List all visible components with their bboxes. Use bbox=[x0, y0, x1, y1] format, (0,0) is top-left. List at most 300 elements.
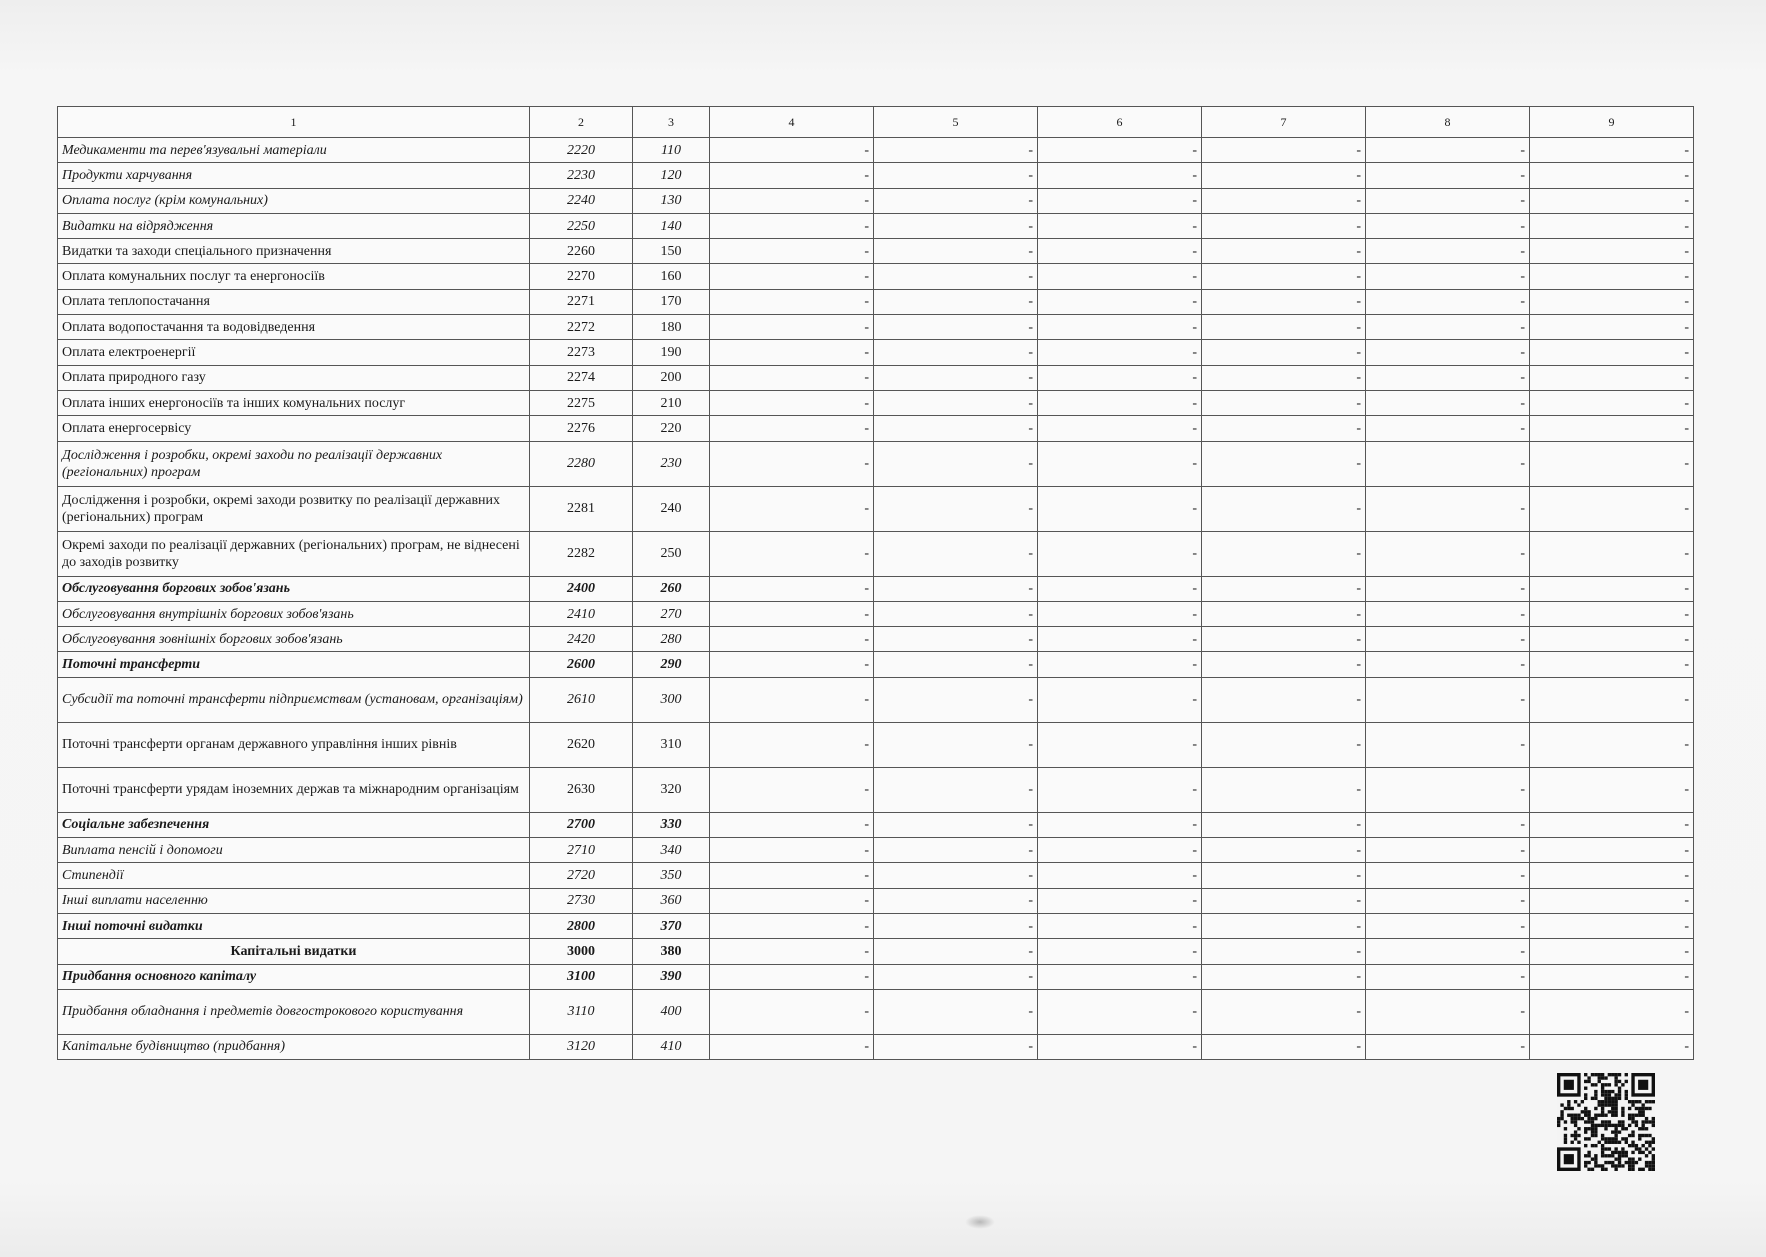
row-value-col-5: - bbox=[874, 1034, 1038, 1059]
table-row bbox=[58, 722, 1694, 767]
row-value-col-8: - bbox=[1366, 767, 1530, 812]
row-value-col-8: - bbox=[1366, 576, 1530, 601]
row-line-number: 310 bbox=[633, 722, 710, 767]
row-code: 2700 bbox=[530, 812, 633, 837]
row-value-col-9: - bbox=[1530, 289, 1694, 314]
row-value-col-7: - bbox=[1202, 486, 1366, 531]
row-value-col-7: - bbox=[1202, 441, 1366, 486]
row-value-col-4: - bbox=[710, 264, 874, 289]
qr-code-icon bbox=[1557, 1073, 1655, 1171]
table-row bbox=[58, 138, 1694, 163]
row-value-col-5: - bbox=[874, 289, 1038, 314]
row-value-col-9: - bbox=[1530, 138, 1694, 163]
row-value-col-7: - bbox=[1202, 838, 1366, 863]
row-name: Капітальні видатки bbox=[58, 939, 530, 964]
row-value-col-4: - bbox=[710, 627, 874, 652]
row-value-col-6: - bbox=[1038, 812, 1202, 837]
row-value-col-4: - bbox=[710, 1034, 874, 1059]
row-value-col-5: - bbox=[874, 838, 1038, 863]
row-value-col-5: - bbox=[874, 627, 1038, 652]
row-line-number: 220 bbox=[633, 416, 710, 441]
row-value-col-8: - bbox=[1366, 989, 1530, 1034]
row-line-number: 110 bbox=[633, 138, 710, 163]
row-value-col-7: - bbox=[1202, 913, 1366, 938]
row-name: Оплата водопостачання та водовідведення bbox=[58, 315, 530, 340]
row-value-col-4: - bbox=[710, 213, 874, 238]
row-value-col-8: - bbox=[1366, 722, 1530, 767]
row-name: Видатки та заходи спеціального призначення bbox=[58, 239, 530, 264]
row-code: 2276 bbox=[530, 416, 633, 441]
table-row bbox=[58, 576, 1694, 601]
row-value-col-7: - bbox=[1202, 722, 1366, 767]
row-value-col-9: - bbox=[1530, 677, 1694, 722]
row-value-col-8: - bbox=[1366, 315, 1530, 340]
row-code: 2273 bbox=[530, 340, 633, 365]
column-header-6: 6 bbox=[1038, 107, 1202, 138]
row-value-col-7: - bbox=[1202, 627, 1366, 652]
row-value-col-5: - bbox=[874, 416, 1038, 441]
row-name: Обслуговування внутрішніх боргових зобов'язань bbox=[58, 601, 530, 626]
table-row bbox=[58, 838, 1694, 863]
row-value-col-4: - bbox=[710, 722, 874, 767]
row-value-col-9: - bbox=[1530, 531, 1694, 576]
row-value-col-9: - bbox=[1530, 163, 1694, 188]
row-name: Оплата теплопостачання bbox=[58, 289, 530, 314]
row-value-col-8: - bbox=[1366, 163, 1530, 188]
column-header-3: 3 bbox=[633, 107, 710, 138]
row-value-col-6: - bbox=[1038, 964, 1202, 989]
row-value-col-5: - bbox=[874, 888, 1038, 913]
row-code: 2280 bbox=[530, 441, 633, 486]
row-value-col-7: - bbox=[1202, 888, 1366, 913]
row-code: 2800 bbox=[530, 913, 633, 938]
table-row bbox=[58, 601, 1694, 626]
row-value-col-8: - bbox=[1366, 531, 1530, 576]
row-name: Оплата комунальних послуг та енергоносіїв bbox=[58, 264, 530, 289]
row-value-col-5: - bbox=[874, 601, 1038, 626]
row-value-col-8: - bbox=[1366, 390, 1530, 415]
column-header-7: 7 bbox=[1202, 107, 1366, 138]
row-value-col-4: - bbox=[710, 964, 874, 989]
row-name: Видатки на відрядження bbox=[58, 213, 530, 238]
row-value-col-5: - bbox=[874, 576, 1038, 601]
table-header bbox=[58, 107, 1694, 138]
row-line-number: 240 bbox=[633, 486, 710, 531]
row-value-col-9: - bbox=[1530, 601, 1694, 626]
row-value-col-6: - bbox=[1038, 390, 1202, 415]
row-value-col-7: - bbox=[1202, 576, 1366, 601]
table-row bbox=[58, 531, 1694, 576]
table-row bbox=[58, 416, 1694, 441]
row-name: Оплата послуг (крім комунальних) bbox=[58, 188, 530, 213]
row-value-col-6: - bbox=[1038, 677, 1202, 722]
row-code: 2610 bbox=[530, 677, 633, 722]
row-code: 2600 bbox=[530, 652, 633, 677]
row-value-col-8: - bbox=[1366, 627, 1530, 652]
column-header-4: 4 bbox=[710, 107, 874, 138]
row-value-col-8: - bbox=[1366, 888, 1530, 913]
table-row bbox=[58, 365, 1694, 390]
row-code: 2720 bbox=[530, 863, 633, 888]
row-value-col-4: - bbox=[710, 888, 874, 913]
row-line-number: 130 bbox=[633, 188, 710, 213]
row-code: 3100 bbox=[530, 964, 633, 989]
row-value-col-5: - bbox=[874, 138, 1038, 163]
row-name: Оплата електроенергії bbox=[58, 340, 530, 365]
row-value-col-4: - bbox=[710, 838, 874, 863]
row-line-number: 290 bbox=[633, 652, 710, 677]
table-row bbox=[58, 767, 1694, 812]
row-value-col-4: - bbox=[710, 812, 874, 837]
table-row bbox=[58, 863, 1694, 888]
row-line-number: 280 bbox=[633, 627, 710, 652]
row-value-col-6: - bbox=[1038, 340, 1202, 365]
column-header-8: 8 bbox=[1366, 107, 1530, 138]
row-value-col-9: - bbox=[1530, 264, 1694, 289]
table-row bbox=[58, 989, 1694, 1034]
row-value-col-8: - bbox=[1366, 416, 1530, 441]
row-value-col-5: - bbox=[874, 531, 1038, 576]
column-header-1: 1 bbox=[58, 107, 530, 138]
row-value-col-6: - bbox=[1038, 441, 1202, 486]
budget-expenditure-table bbox=[57, 106, 1694, 1060]
table-row bbox=[58, 441, 1694, 486]
row-code: 2730 bbox=[530, 888, 633, 913]
row-line-number: 330 bbox=[633, 812, 710, 837]
row-value-col-4: - bbox=[710, 486, 874, 531]
row-value-col-5: - bbox=[874, 722, 1038, 767]
row-value-col-5: - bbox=[874, 652, 1038, 677]
row-value-col-7: - bbox=[1202, 365, 1366, 390]
row-code: 2230 bbox=[530, 163, 633, 188]
row-line-number: 250 bbox=[633, 531, 710, 576]
column-header-9: 9 bbox=[1530, 107, 1694, 138]
row-line-number: 140 bbox=[633, 213, 710, 238]
row-value-col-4: - bbox=[710, 416, 874, 441]
row-value-col-8: - bbox=[1366, 441, 1530, 486]
row-name: Соціальне забезпечення bbox=[58, 812, 530, 837]
row-value-col-9: - bbox=[1530, 416, 1694, 441]
row-value-col-7: - bbox=[1202, 812, 1366, 837]
row-line-number: 210 bbox=[633, 390, 710, 415]
row-value-col-9: - bbox=[1530, 989, 1694, 1034]
row-name: Дослідження і розробки, окремі заходи розвитку по реалізації державних (регіональних) програм bbox=[58, 486, 530, 531]
column-header-5: 5 bbox=[874, 107, 1038, 138]
row-value-col-4: - bbox=[710, 289, 874, 314]
row-value-col-4: - bbox=[710, 441, 874, 486]
row-value-col-8: - bbox=[1366, 838, 1530, 863]
row-code: 2240 bbox=[530, 188, 633, 213]
row-value-col-5: - bbox=[874, 315, 1038, 340]
table-row bbox=[58, 677, 1694, 722]
table-row bbox=[58, 888, 1694, 913]
row-value-col-7: - bbox=[1202, 964, 1366, 989]
row-value-col-4: - bbox=[710, 138, 874, 163]
row-value-col-9: - bbox=[1530, 722, 1694, 767]
row-value-col-6: - bbox=[1038, 1034, 1202, 1059]
row-value-col-9: - bbox=[1530, 939, 1694, 964]
row-value-col-4: - bbox=[710, 652, 874, 677]
row-name: Медикаменти та перев'язувальні матеріали bbox=[58, 138, 530, 163]
row-name: Субсидії та поточні трансферти підприємствам (установам, організаціям) bbox=[58, 677, 530, 722]
row-value-col-4: - bbox=[710, 576, 874, 601]
table-row bbox=[58, 939, 1694, 964]
row-value-col-9: - bbox=[1530, 767, 1694, 812]
row-value-col-4: - bbox=[710, 913, 874, 938]
column-header-2: 2 bbox=[530, 107, 633, 138]
table-row bbox=[58, 390, 1694, 415]
row-value-col-8: - bbox=[1366, 964, 1530, 989]
row-value-col-9: - bbox=[1530, 213, 1694, 238]
row-value-col-8: - bbox=[1366, 239, 1530, 264]
row-value-col-8: - bbox=[1366, 264, 1530, 289]
row-line-number: 260 bbox=[633, 576, 710, 601]
row-line-number: 120 bbox=[633, 163, 710, 188]
row-value-col-9: - bbox=[1530, 627, 1694, 652]
row-name: Виплата пенсій і допомоги bbox=[58, 838, 530, 863]
row-value-col-9: - bbox=[1530, 390, 1694, 415]
row-code: 2620 bbox=[530, 722, 633, 767]
row-value-col-7: - bbox=[1202, 289, 1366, 314]
row-value-col-5: - bbox=[874, 213, 1038, 238]
row-name: Обслуговування зовнішніх боргових зобов'язань bbox=[58, 627, 530, 652]
row-value-col-9: - bbox=[1530, 863, 1694, 888]
row-value-col-9: - bbox=[1530, 441, 1694, 486]
row-name: Дослідження і розробки, окремі заходи по реалізації державних (регіональних) програм bbox=[58, 441, 530, 486]
row-code: 2410 bbox=[530, 601, 633, 626]
row-value-col-5: - bbox=[874, 365, 1038, 390]
row-value-col-9: - bbox=[1530, 576, 1694, 601]
row-name: Оплата енергосервісу bbox=[58, 416, 530, 441]
row-line-number: 320 bbox=[633, 767, 710, 812]
row-value-col-6: - bbox=[1038, 627, 1202, 652]
row-value-col-7: - bbox=[1202, 939, 1366, 964]
row-value-col-4: - bbox=[710, 767, 874, 812]
row-value-col-8: - bbox=[1366, 677, 1530, 722]
row-value-col-6: - bbox=[1038, 863, 1202, 888]
row-name: Інші поточні видатки bbox=[58, 913, 530, 938]
row-value-col-8: - bbox=[1366, 601, 1530, 626]
row-value-col-7: - bbox=[1202, 340, 1366, 365]
row-value-col-6: - bbox=[1038, 989, 1202, 1034]
row-value-col-6: - bbox=[1038, 163, 1202, 188]
row-name: Продукти харчування bbox=[58, 163, 530, 188]
row-value-col-4: - bbox=[710, 863, 874, 888]
row-value-col-7: - bbox=[1202, 652, 1366, 677]
row-line-number: 380 bbox=[633, 939, 710, 964]
row-name: Оплата природного газу bbox=[58, 365, 530, 390]
table-body bbox=[58, 138, 1694, 1060]
row-value-col-6: - bbox=[1038, 888, 1202, 913]
row-value-col-7: - bbox=[1202, 213, 1366, 238]
row-value-col-5: - bbox=[874, 677, 1038, 722]
row-value-col-5: - bbox=[874, 486, 1038, 531]
row-code: 3120 bbox=[530, 1034, 633, 1059]
row-value-col-9: - bbox=[1530, 652, 1694, 677]
row-value-col-7: - bbox=[1202, 188, 1366, 213]
row-value-col-5: - bbox=[874, 441, 1038, 486]
row-value-col-7: - bbox=[1202, 138, 1366, 163]
row-line-number: 200 bbox=[633, 365, 710, 390]
row-value-col-5: - bbox=[874, 939, 1038, 964]
row-value-col-5: - bbox=[874, 863, 1038, 888]
row-value-col-7: - bbox=[1202, 989, 1366, 1034]
row-value-col-6: - bbox=[1038, 264, 1202, 289]
row-line-number: 390 bbox=[633, 964, 710, 989]
row-value-col-7: - bbox=[1202, 239, 1366, 264]
table-row bbox=[58, 812, 1694, 837]
row-value-col-4: - bbox=[710, 939, 874, 964]
row-value-col-6: - bbox=[1038, 576, 1202, 601]
row-value-col-8: - bbox=[1366, 188, 1530, 213]
table-row bbox=[58, 289, 1694, 314]
row-line-number: 160 bbox=[633, 264, 710, 289]
row-code: 3110 bbox=[530, 989, 633, 1034]
row-value-col-8: - bbox=[1366, 138, 1530, 163]
row-value-col-7: - bbox=[1202, 1034, 1366, 1059]
row-name: Придбання основного капіталу bbox=[58, 964, 530, 989]
row-value-col-9: - bbox=[1530, 888, 1694, 913]
table-row bbox=[58, 486, 1694, 531]
row-code: 2275 bbox=[530, 390, 633, 415]
row-value-col-8: - bbox=[1366, 913, 1530, 938]
table-row bbox=[58, 315, 1694, 340]
row-code: 2274 bbox=[530, 365, 633, 390]
row-value-col-9: - bbox=[1530, 486, 1694, 531]
row-value-col-7: - bbox=[1202, 390, 1366, 415]
row-value-col-8: - bbox=[1366, 486, 1530, 531]
row-name: Обслуговування боргових зобов'язань bbox=[58, 576, 530, 601]
row-code: 2282 bbox=[530, 531, 633, 576]
table-row bbox=[58, 188, 1694, 213]
row-value-col-7: - bbox=[1202, 677, 1366, 722]
row-value-col-8: - bbox=[1366, 863, 1530, 888]
row-name: Придбання обладнання і предметів довгострокового користування bbox=[58, 989, 530, 1034]
row-value-col-9: - bbox=[1530, 913, 1694, 938]
table-row bbox=[58, 239, 1694, 264]
row-value-col-7: - bbox=[1202, 163, 1366, 188]
row-value-col-8: - bbox=[1366, 340, 1530, 365]
row-value-col-9: - bbox=[1530, 1034, 1694, 1059]
row-value-col-9: - bbox=[1530, 838, 1694, 863]
row-code: 3000 bbox=[530, 939, 633, 964]
row-line-number: 270 bbox=[633, 601, 710, 626]
row-code: 2400 bbox=[530, 576, 633, 601]
row-value-col-4: - bbox=[710, 989, 874, 1034]
table-row bbox=[58, 1034, 1694, 1059]
row-code: 2420 bbox=[530, 627, 633, 652]
row-value-col-4: - bbox=[710, 365, 874, 390]
row-value-col-6: - bbox=[1038, 188, 1202, 213]
table-row bbox=[58, 340, 1694, 365]
row-value-col-4: - bbox=[710, 601, 874, 626]
row-value-col-5: - bbox=[874, 340, 1038, 365]
row-value-col-6: - bbox=[1038, 416, 1202, 441]
row-value-col-7: - bbox=[1202, 863, 1366, 888]
row-value-col-7: - bbox=[1202, 531, 1366, 576]
row-value-col-6: - bbox=[1038, 486, 1202, 531]
row-line-number: 340 bbox=[633, 838, 710, 863]
row-value-col-5: - bbox=[874, 239, 1038, 264]
row-value-col-6: - bbox=[1038, 239, 1202, 264]
table-row bbox=[58, 627, 1694, 652]
row-value-col-6: - bbox=[1038, 939, 1202, 964]
row-value-col-4: - bbox=[710, 315, 874, 340]
row-value-col-8: - bbox=[1366, 812, 1530, 837]
row-name: Окремі заходи по реалізації державних (регіональних) програм, не віднесені до заходів розвитку bbox=[58, 531, 530, 576]
row-value-col-4: - bbox=[710, 188, 874, 213]
row-value-col-7: - bbox=[1202, 264, 1366, 289]
row-value-col-5: - bbox=[874, 188, 1038, 213]
row-line-number: 150 bbox=[633, 239, 710, 264]
row-value-col-7: - bbox=[1202, 416, 1366, 441]
row-name: Інші виплати населенню bbox=[58, 888, 530, 913]
row-value-col-6: - bbox=[1038, 913, 1202, 938]
row-value-col-7: - bbox=[1202, 601, 1366, 626]
row-value-col-5: - bbox=[874, 812, 1038, 837]
row-value-col-9: - bbox=[1530, 188, 1694, 213]
row-value-col-5: - bbox=[874, 989, 1038, 1034]
row-value-col-6: - bbox=[1038, 365, 1202, 390]
table-row bbox=[58, 213, 1694, 238]
row-line-number: 350 bbox=[633, 863, 710, 888]
header-row bbox=[58, 107, 1694, 138]
row-value-col-4: - bbox=[710, 531, 874, 576]
row-value-col-8: - bbox=[1366, 939, 1530, 964]
row-line-number: 370 bbox=[633, 913, 710, 938]
row-line-number: 360 bbox=[633, 888, 710, 913]
row-line-number: 230 bbox=[633, 441, 710, 486]
row-value-col-6: - bbox=[1038, 767, 1202, 812]
row-name: Стипендії bbox=[58, 863, 530, 888]
row-name: Поточні трансферти органам державного управління інших рівнів bbox=[58, 722, 530, 767]
row-value-col-6: - bbox=[1038, 289, 1202, 314]
row-value-col-6: - bbox=[1038, 213, 1202, 238]
row-name: Поточні трансферти bbox=[58, 652, 530, 677]
row-value-col-7: - bbox=[1202, 315, 1366, 340]
table-row bbox=[58, 964, 1694, 989]
row-value-col-7: - bbox=[1202, 767, 1366, 812]
row-value-col-5: - bbox=[874, 163, 1038, 188]
row-value-col-6: - bbox=[1038, 652, 1202, 677]
row-value-col-8: - bbox=[1366, 1034, 1530, 1059]
row-line-number: 170 bbox=[633, 289, 710, 314]
row-value-col-6: - bbox=[1038, 138, 1202, 163]
row-value-col-9: - bbox=[1530, 315, 1694, 340]
row-value-col-8: - bbox=[1366, 289, 1530, 314]
row-code: 2220 bbox=[530, 138, 633, 163]
row-value-col-4: - bbox=[710, 677, 874, 722]
row-value-col-6: - bbox=[1038, 838, 1202, 863]
row-value-col-5: - bbox=[874, 913, 1038, 938]
row-code: 2270 bbox=[530, 264, 633, 289]
row-code: 2250 bbox=[530, 213, 633, 238]
row-value-col-8: - bbox=[1366, 365, 1530, 390]
row-code: 2281 bbox=[530, 486, 633, 531]
row-value-col-6: - bbox=[1038, 601, 1202, 626]
row-value-col-6: - bbox=[1038, 315, 1202, 340]
row-value-col-4: - bbox=[710, 340, 874, 365]
row-value-col-8: - bbox=[1366, 652, 1530, 677]
row-code: 2260 bbox=[530, 239, 633, 264]
row-value-col-6: - bbox=[1038, 531, 1202, 576]
row-value-col-9: - bbox=[1530, 239, 1694, 264]
row-code: 2710 bbox=[530, 838, 633, 863]
row-name: Оплата інших енергоносіїв та інших комунальних послуг bbox=[58, 390, 530, 415]
row-name: Капітальне будівництво (придбання) bbox=[58, 1034, 530, 1059]
row-value-col-9: - bbox=[1530, 365, 1694, 390]
scan-smudge bbox=[965, 1215, 995, 1229]
